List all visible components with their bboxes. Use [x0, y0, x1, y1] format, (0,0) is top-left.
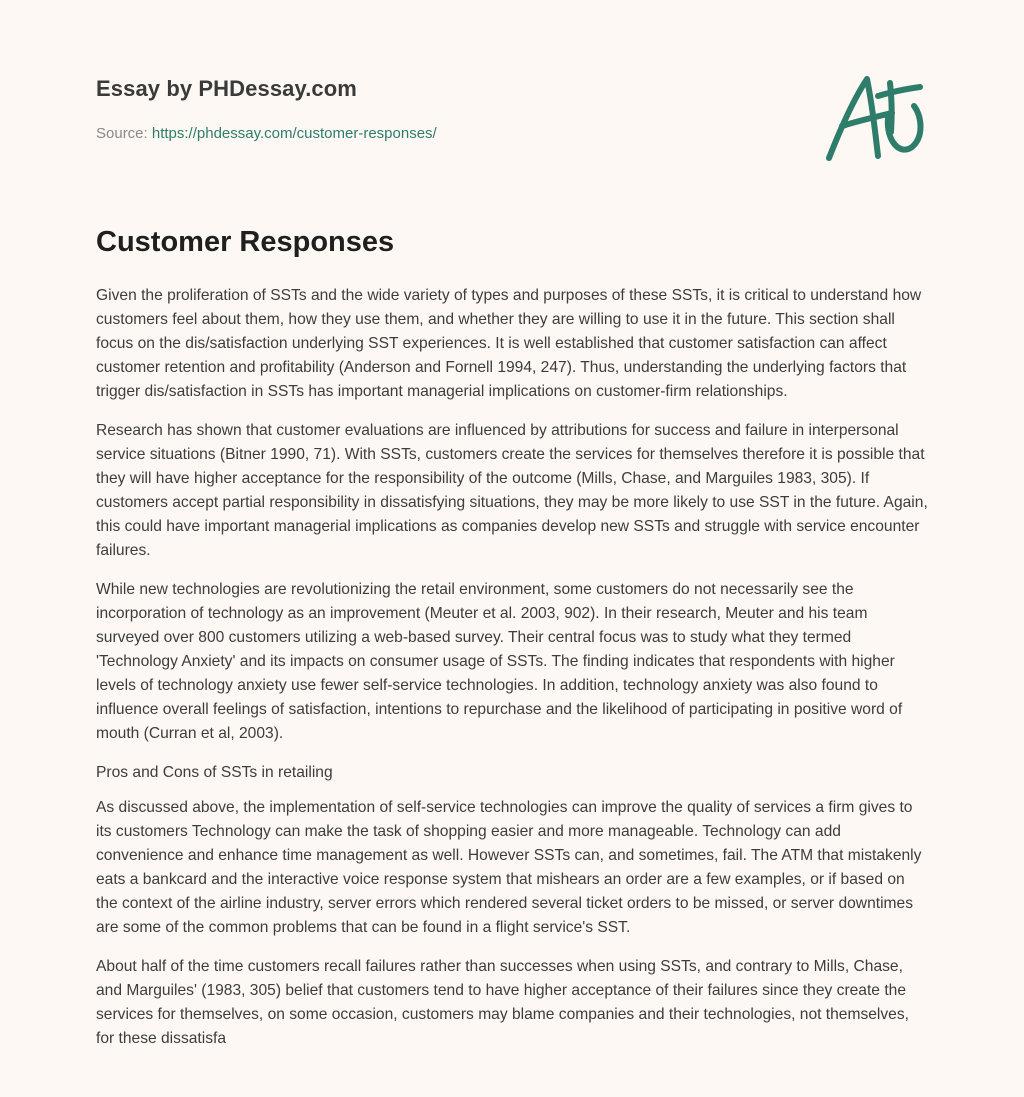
paragraph: About half of the time customers recall failures rather than successes when using SSTs, and contrary to Mills, Chase, and Marguiles' (1983, 305) belief that customers tend to have higher acceptance of their failures since they create the services for themselves, on some occasion, customers may blame companies and their technologies, not themselves, for these dissatisfa [96, 958, 909, 1047]
a-plus-logo-icon [820, 66, 930, 166]
paragraph: Given the proliferation of SSTs and the wide variety of types and purposes of these SSTs, it is critical to understand how customers feel about them, how they use them, and whether they are willing to use it in the future. This section shall focus on the dis/satisfaction underlying SST experiences. It is well established that customer satisfaction can affect customer retention and profitability (Anderson and Fornell 1994, 247). Thus, understanding the underlying factors that trigger dis/satisfaction in SSTs has important managerial implications on customer-firm relationships. [96, 287, 922, 400]
source-label: Source: [96, 125, 152, 142]
essay-header [96, 76, 796, 142]
paragraph: While new technologies are revolutionizing the retail environment, some customers do not necessarily see the incorporation of technology as an improvement (Meuter et al. 2003, 902). In their research, Meuter and his team surveyed over 800 customers utilizing a web-based survey. Their central focus was to study what they termed 'Technology Anxiety' and its impacts on consumer usage of SSTs. The finding indicates that respondents with higher levels of technology anxiety use fewer self-service technologies. In addition, technology anxiety was also found to influence overall feelings of satisfaction, intentions to repurchase and the likelihood of participating in positive word of mouth (Curran et al, 2003). [96, 581, 903, 742]
section-subheading: Pros and Cons of SSTs in retailing [96, 764, 333, 781]
essay-title: Customer Responses [96, 226, 395, 258]
source-line [96, 125, 796, 142]
site-brand: Essay by PHDessay.com [96, 76, 357, 101]
paragraph: Research has shown that customer evaluations are influenced by attributions for success and failure in interpersonal service situations (Bitner 1990, 71). With SSTs, customers create the services for themselves therefore it is possible that they will have higher acceptance for the responsibility of the outcome (Mills, Chase, and Marguiles 1983, 305). If customers accept partial responsibility in dissatisfying situations, they may be more likely to use SST in the future. Again, this could have important managerial implications as companies develop new SSTs and struggle with service encounter failures. [96, 422, 928, 559]
paragraph: As discussed above, the implementation of self-service technologies can improve the quality of services a firm gives to its customers Technology can make the task of shopping easier and more manageable. Technology can add convenience and enhance time management as well. However SSTs can, and sometimes, fail. The ATM that mistakenly eats a bankcard and the interactive voice response system that mishears an order are a few examples, or if based on the context of the airline industry, server errors which rendered several ticket orders to be missed, or server downtimes are some of the common problems that can be found in a flight service's SST. [96, 799, 922, 936]
source-link[interactable]: https://phdessay.com/customer-responses/ [151, 125, 437, 142]
essay-body [96, 284, 928, 1066]
